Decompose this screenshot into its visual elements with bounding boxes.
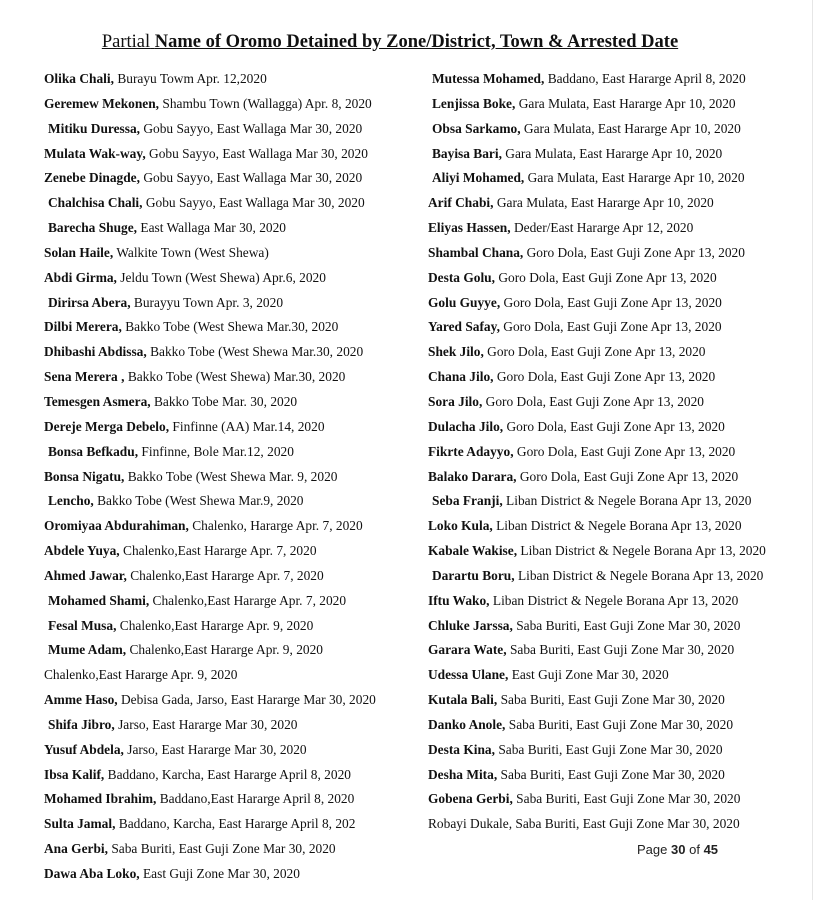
detainee-name: Chalchisa Chali,: [48, 195, 143, 211]
detainee-name: Desha Mita,: [428, 766, 498, 782]
detainee-detail: Bakko Tobe (West Shewa Mar.9, 2020: [97, 493, 304, 509]
detainee-name: Golu Guyye,: [428, 294, 501, 310]
detainee-detail: Saba Buriti, East Guji Zone Mar 30, 2020: [509, 642, 735, 658]
detainee-detail: Shambu Town (Wallagga) Apr. 8, 2020: [162, 95, 372, 111]
detainee-entry: [44, 365, 414, 390]
detainee-name: Mitiku Duressa,: [48, 120, 141, 136]
detainee-name: Lencho,: [48, 493, 94, 509]
detainee-detail: Walkite Town (West Shewa): [116, 244, 269, 260]
detainee-name: Sena Merera ,: [44, 369, 125, 385]
detainee-detail: Debisa Gada, Jarso, East Hararge Mar 30, 2020: [121, 692, 376, 708]
detainee-entry: [428, 142, 808, 167]
detainee-entry: [428, 415, 808, 440]
detainee-entry: [428, 440, 808, 465]
detainee-name: Barecha Shuge,: [48, 220, 138, 236]
detainee-entry: [44, 92, 414, 117]
detainee-entry: [44, 191, 414, 216]
detainee-detail: Bakko Tobe (West Shewa Mar.30, 2020: [150, 344, 364, 360]
detainee-name: Solan Haile,: [44, 244, 114, 260]
detainee-entry: [44, 738, 414, 763]
detainee-detail: Robayi Dukale, Saba Buriti, East Guji Zone Mar 30, 2020: [428, 816, 740, 832]
detainee-name: Temesgen Asmera,: [44, 393, 151, 409]
detainee-entry: [44, 614, 414, 639]
detainee-entry: [428, 365, 808, 390]
detainee-entry: [44, 216, 414, 241]
detainee-detail: Bakko Tobe (West Shewa) Mar.30, 2020: [127, 369, 346, 385]
detainee-name: Dawa Aba Loko,: [44, 866, 140, 881]
detainee-entry: [44, 812, 414, 837]
detainee-entry: [44, 489, 414, 514]
detainee-detail: Saba Buriti, East Guji Zone Mar 30, 2020: [498, 741, 723, 757]
detainee-detail: Chalenko,East Hararge Apr. 9, 2020: [119, 617, 314, 633]
detainee-detail: Gara Mulata, East Hararge Apr 10, 2020: [505, 145, 723, 161]
detainee-name: Mohamed Shami,: [48, 592, 150, 608]
detainee-name: Ana Gerbi,: [44, 841, 108, 857]
detainee-name: Mume Adam,: [48, 642, 127, 658]
detainee-entry: [44, 638, 414, 663]
detainee-name: Sulta Jamal,: [44, 816, 116, 832]
detainee-entry: [44, 837, 414, 862]
detainee-detail: Chalenko,East Hararge Apr. 9, 2020: [44, 667, 238, 683]
detainee-detail: Goro Dola, East Guji Zone Apr 13, 2020: [487, 344, 706, 360]
detainee-entry: [428, 589, 808, 614]
detainee-detail: Bakko Tobe (West Shewa Mar. 9, 2020: [127, 468, 338, 484]
detainee-name: Chana Jilo,: [428, 369, 494, 385]
detainee-detail: East Guji Zone Mar 30, 2020: [511, 667, 669, 683]
detainee-entry: [44, 440, 414, 465]
page-number: [637, 842, 718, 857]
detainee-entry: [428, 166, 808, 191]
detainee-entry: [44, 266, 414, 291]
detainee-entry: [44, 67, 414, 92]
detainee-entry: [428, 638, 808, 663]
detainee-detail: Saba Buriti, East Guji Zone Mar 30, 2020: [516, 617, 741, 633]
detainee-detail: Chalenko, Hararge Apr. 7, 2020: [192, 518, 363, 534]
detainee-entry: [428, 315, 808, 340]
detainee-detail: Goro Dola, East Guji Zone Apr 13, 2020: [496, 369, 716, 385]
detainee-name: Udessa Ulane,: [428, 667, 509, 683]
detainee-entry: [44, 713, 414, 738]
page-current: 30: [671, 842, 686, 857]
detainee-entry: [428, 241, 808, 266]
detainee-name: Mohamed Ibrahim,: [44, 791, 157, 807]
detainee-name: Seba Franji,: [432, 493, 503, 509]
detainee-entry: [428, 787, 808, 812]
detainee-name: Bonsa Nigatu,: [44, 468, 125, 484]
detainee-name: Iftu Wako,: [428, 592, 490, 608]
detainee-detail: Gobu Sayyo, East Wallaga Mar 30, 2020: [143, 170, 363, 186]
detainee-name: Ibsa Kalif,: [44, 766, 105, 782]
detainee-entry: [44, 241, 414, 266]
detainee-entry: [428, 390, 808, 415]
detainee-entry: [428, 291, 808, 316]
detainee-name: Oromiyaa Abdurahiman,: [44, 518, 189, 534]
detainee-detail: Bakko Tobe Mar. 30, 2020: [153, 393, 298, 409]
detainee-name: Zenebe Dinagde,: [44, 170, 140, 186]
detainee-entry: [428, 67, 808, 92]
detainee-entry: [428, 465, 808, 490]
detainee-detail: East Wallaga Mar 30, 2020: [140, 220, 286, 236]
detainee-entry: [44, 862, 414, 887]
detainee-entry: [44, 166, 414, 191]
detainee-name: Amme Haso,: [44, 692, 118, 708]
detainee-name: Loko Kula,: [428, 518, 493, 534]
detainee-detail: Liban District & Negele Borana Apr 13, 2020: [492, 592, 739, 608]
detainee-entry: [44, 663, 414, 688]
detainee-entry: [44, 564, 414, 589]
detainee-entry: [428, 812, 808, 837]
detainee-entry: [44, 340, 414, 365]
detainee-entry: [44, 142, 414, 167]
detainee-detail: Bakko Tobe (West Shewa Mar.30, 2020: [125, 319, 339, 335]
detainee-entry: [44, 589, 414, 614]
detainee-detail: Liban District & Negele Borana Apr 13, 2020: [506, 493, 752, 509]
detainee-detail: Gara Mulata, East Hararge Apr 10, 2020: [496, 195, 714, 211]
detainee-name: Dulacha Jilo,: [428, 418, 504, 434]
detainee-entry: [428, 713, 808, 738]
detainee-detail: Goro Dola, East Guji Zone Apr 13, 2020: [526, 244, 745, 260]
title-prefix: Partial: [101, 32, 151, 52]
detainee-detail: Goro Dola, East Guji Zone Apr 13, 2020: [498, 269, 717, 285]
detainee-entry: [44, 763, 414, 788]
detainee-detail: Liban District & Negele Borana Apr 13, 2020: [517, 567, 764, 583]
detainee-detail: East Guji Zone Mar 30, 2020: [142, 866, 300, 881]
detainee-detail: Gara Mulata, East Hararge Apr 10, 2020: [523, 120, 741, 136]
detainee-name: Arif Chabi,: [428, 195, 494, 211]
detainee-name: Balako Darara,: [428, 468, 517, 484]
left-column: [44, 67, 414, 887]
detainee-entry: [428, 340, 808, 365]
detainee-entry: [44, 688, 414, 713]
detainee-name: Abdi Girma,: [44, 269, 117, 285]
detainee-entry: [428, 763, 808, 788]
detainee-name: Chluke Jarssa,: [428, 617, 513, 633]
detainee-entry: [44, 787, 414, 812]
detainee-detail: Jeldu Town (West Shewa) Apr.6, 2020: [120, 269, 326, 285]
detainee-name: Geremew Mekonen,: [44, 95, 160, 111]
title-main: Name of Oromo Detained by Zone/District, Town & Arrested Date: [154, 32, 679, 52]
detainee-name: Bonsa Befkadu,: [48, 443, 139, 459]
detainee-entry: [428, 738, 808, 763]
detainee-entry: [44, 315, 414, 340]
page-of: of: [689, 842, 700, 857]
detainee-name: Obsa Sarkamo,: [432, 120, 521, 136]
detainee-name: Yusuf Abdela,: [44, 741, 124, 757]
detainee-name: Shek Jilo,: [428, 344, 484, 360]
detainee-name: Lenjissa Boke,: [432, 95, 516, 111]
page-total: 45: [703, 842, 719, 857]
page-label: Page: [637, 842, 668, 857]
detainee-name: Kutala Bali,: [428, 692, 498, 708]
detainee-name: Garara Wate,: [428, 642, 507, 658]
detainee-detail: Saba Buriti, East Guji Zone Mar 30, 2020: [500, 692, 725, 708]
detainee-name: Abdele Yuya,: [44, 543, 120, 559]
detainee-detail: Finfinne (AA) Mar.14, 2020: [172, 418, 325, 434]
detainee-entry: [428, 117, 808, 142]
page-title: [0, 32, 780, 53]
detainee-name: Olika Chali,: [44, 71, 114, 86]
detainee-entry: [428, 539, 808, 564]
detainee-detail: Baddano, East Hararge April 8, 2020: [547, 71, 746, 86]
detainee-entry: [428, 216, 808, 241]
detainee-entry: [428, 266, 808, 291]
detainee-entry: [428, 514, 808, 539]
detainee-detail: Gara Mulata, East Hararge Apr 10, 2020: [527, 170, 745, 186]
detainee-detail: Gobu Sayyo, East Wallaga Mar 30, 2020: [149, 145, 368, 161]
detainee-name: Bayisa Bari,: [432, 145, 502, 161]
detainee-entry: [44, 117, 414, 142]
detainee-detail: Baddano, Karcha, East Hararge April 8, 202: [118, 816, 356, 832]
detainee-detail: Goro Dola, East Guji Zone Apr 13, 2020: [516, 443, 736, 459]
detainee-detail: Gobu Sayyo, East Wallaga Mar 30, 2020: [143, 120, 363, 136]
detainee-detail: Saba Buriti, East Guji Zone Mar 30, 2020: [508, 716, 734, 732]
detainee-detail: Liban District & Negele Borana Apr 13, 2020: [520, 543, 766, 559]
detainee-detail: Goro Dola, East Guji Zone Apr 13, 2020: [485, 393, 704, 409]
detainee-name: Mutessa Mohamed,: [432, 71, 545, 86]
detainee-name: Dereje Merga Debelo,: [44, 418, 170, 434]
right-column: [428, 67, 808, 837]
detainee-entry: [428, 564, 808, 589]
detainee-entry: [44, 291, 414, 316]
detainee-detail: Baddano, Karcha, East Hararge April 8, 2020: [107, 766, 351, 782]
detainee-name: Danko Anole,: [428, 716, 506, 732]
detainee-entry: [44, 390, 414, 415]
detainee-detail: Finfinne, Bole Mar.12, 2020: [141, 443, 294, 459]
detainee-detail: Burayyu Town Apr. 3, 2020: [133, 294, 284, 310]
detainee-name: Dhibashi Abdissa,: [44, 344, 147, 360]
detainee-entry: [44, 465, 414, 490]
detainee-detail: Liban District & Negele Borana Apr 13, 2020: [496, 518, 742, 534]
detainee-entry: [428, 688, 808, 713]
detainee-name: Fikrte Adayyo,: [428, 443, 514, 459]
detainee-detail: Saba Buriti, East Guji Zone Mar 30, 2020: [500, 766, 725, 782]
detainee-name: Mulata Wak-way,: [44, 145, 146, 161]
detainee-name: Sora Jilo,: [428, 393, 483, 409]
detainee-name: Kabale Wakise,: [428, 543, 518, 559]
detainee-name: Fesal Musa,: [48, 617, 117, 633]
detainee-detail: Goro Dola, East Guji Zone Apr 13, 2020: [506, 418, 725, 434]
detainee-name: Gobena Gerbi,: [428, 791, 513, 807]
detainee-detail: Baddano,East Hararge April 8, 2020: [159, 791, 355, 807]
detainee-detail: Goro Dola, East Guji Zone Apr 13, 2020: [519, 468, 739, 484]
detainee-detail: Jarso, East Hararge Mar 30, 2020: [118, 716, 298, 732]
detainee-name: Dirirsa Abera,: [48, 294, 131, 310]
detainee-name: Shambal Chana,: [428, 244, 524, 260]
detainee-detail: Chalenko,East Hararge Apr. 7, 2020: [123, 543, 317, 559]
detainee-detail: Saba Buriti, East Guji Zone Mar 30, 2020: [111, 841, 336, 857]
detainee-detail: Gobu Sayyo, East Wallaga Mar 30, 2020: [145, 195, 365, 211]
detainee-name: Dilbi Merera,: [44, 319, 122, 335]
detainee-entry: [44, 415, 414, 440]
detainee-entry: [428, 663, 808, 688]
detainee-detail: Goro Dola, East Guji Zone Apr 13, 2020: [503, 319, 722, 335]
detainee-entry: [428, 489, 808, 514]
detainee-detail: Saba Buriti, East Guji Zone Mar 30, 2020: [516, 791, 741, 807]
detainee-detail: Chalenko,East Hararge Apr. 7, 2020: [130, 567, 324, 583]
detainee-entry: [428, 191, 808, 216]
detainee-entry: [44, 514, 414, 539]
detainee-name: Aliyi Mohamed,: [432, 170, 525, 186]
detainee-name: Yared Safay,: [428, 319, 500, 335]
detainee-entry: [428, 92, 808, 117]
detainee-name: Desta Golu,: [428, 269, 495, 285]
detainee-entry: [44, 539, 414, 564]
detainee-detail: Jarso, East Hararge Mar 30, 2020: [127, 741, 307, 757]
detainee-name: Shifa Jibro,: [48, 716, 115, 732]
detainee-name: Darartu Boru,: [432, 567, 515, 583]
detainee-detail: Deder/East Hararge Apr 12, 2020: [513, 220, 694, 236]
detainee-name: Eliyas Hassen,: [428, 220, 511, 236]
detainee-detail: Chalenko,East Hararge Apr. 9, 2020: [129, 642, 323, 658]
detainee-detail: Burayu Towm Apr. 12,2020: [117, 71, 267, 86]
detainee-name: Ahmed Jawar,: [44, 567, 127, 583]
detainee-detail: Gara Mulata, East Hararge Apr 10, 2020: [518, 95, 736, 111]
detainee-detail: Chalenko,East Hararge Apr. 7, 2020: [152, 592, 347, 608]
detainee-name: Desta Kina,: [428, 741, 495, 757]
detainee-detail: Goro Dola, East Guji Zone Apr 13, 2020: [503, 294, 722, 310]
detainee-entry: [428, 614, 808, 639]
